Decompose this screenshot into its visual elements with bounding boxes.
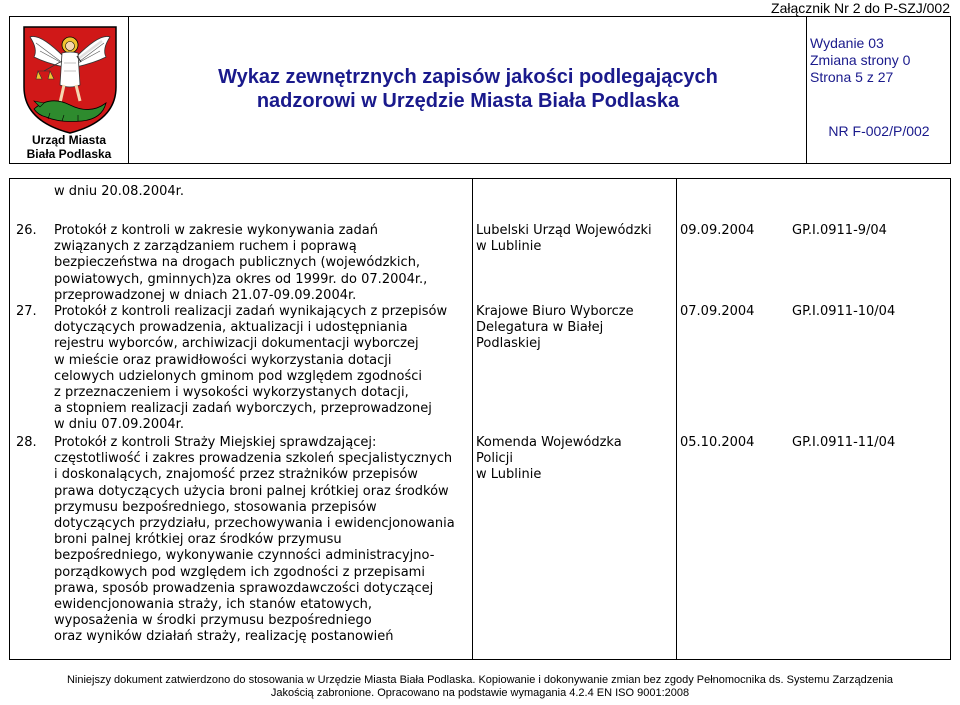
table-cell-date: 09.09.2004: [680, 223, 755, 238]
table-cell-date: 07.09.2004: [680, 304, 755, 319]
organization-line: Biała Podlaska: [26, 147, 112, 161]
table-cell-number: 28.: [16, 435, 37, 450]
document-number: NR F-002/P/002: [828, 123, 930, 139]
column-divider: [676, 179, 677, 659]
coat-of-arms-icon: [20, 23, 120, 135]
table-cell-date: 05.10.2004: [680, 435, 755, 450]
table-cell-reference: GP.I.0911-9/04: [792, 223, 887, 238]
document-meta: [810, 35, 950, 86]
footer-line: Jakością zabronione. Opracowano na podstawie wymagania 4.2.4 EN ISO 9001:2008: [270, 687, 690, 699]
organization-line: Urząd Miasta: [31, 133, 107, 147]
header-divider: [806, 17, 807, 163]
change-label: Zmiana strony 0: [810, 52, 911, 68]
title-line: Wykaz zewnętrznych zapisów jakości podlegających: [218, 66, 718, 88]
table-cell-authority: Komenda Wojewódzka Policji w Lublinie: [476, 435, 622, 483]
document-header: [9, 16, 951, 164]
table-cell-number: 26.: [16, 223, 37, 238]
table-cell-number: 27.: [16, 304, 37, 319]
table-cell-authority: Lubelski Urząd Wojewódzki w Lublinie: [476, 223, 652, 255]
column-divider: [472, 179, 473, 659]
header-divider: [128, 17, 129, 163]
table-cell-description: w dniu 20.08.2004r.: [54, 184, 184, 199]
document-title: [130, 65, 806, 113]
table-cell-description: Protokół z kontroli realizacji zadań wynikających z przepisów dotyczących prowadzenia, aktualizacji i udostępniania rejestru wyborców, archiwizacji dokumentacji wyborczej w mieście oraz prawidłowości wykorzystania dotacji celowych udzielonych gminom pod względem zgodności z przeznaczeniem i wysokości wykorzystanych dotacji, a stopniem realizacji zadań wyborczych, przeprowadzonej w dniu 07.09.2004r.: [54, 304, 448, 433]
table-cell-reference: GP.I.0911-11/04: [792, 435, 896, 450]
table-cell-reference: GP.I.0911-10/04: [792, 304, 896, 319]
page-label: Strona 5 z 27: [810, 69, 894, 85]
edition-label: Wydanie 03: [810, 35, 884, 51]
title-line: nadzorowi w Urzędzie Miasta Biała Podlaska: [256, 90, 680, 112]
footer-line: Niniejszy dokument zatwierdzono do stosowania w Urzędzie Miasta Biała Podlaska. Kopiowanie i dokonywanie zmian bez zgody Pełnomocnika ds. Systemu Zarządzenia: [66, 674, 894, 686]
attachment-label: Załącznik Nr 2 do P-SZJ/002: [771, 0, 950, 16]
organization-name: [10, 133, 128, 161]
records-table: [9, 178, 951, 660]
table-cell-authority: Krajowe Biuro Wyborcze Delegatura w Białej Podlaskiej: [476, 304, 634, 352]
table-cell-description: Protokół z kontroli Straży Miejskiej sprawdzającej: częstotliwość i zakres prowadzenia szkoleń specjalistycznych i doskonalących, znajomość przez strażników przepisów prawa dotyczących użycia broni palnej krótkiej oraz środków przymusu bezpośredniego, stosowania przepisów dotyczących przydziału, przechowywania i ewidencjonowania broni palnej krótkiej oraz środków przymusu bezpośredniego, wykonywanie czynności administracyjno- porządkowych pod względem ich zgodności z przepisami prawa, sposób prowadzenia sprawozdawczości dotyczącej ewidencjonowania straży, ich stanów etatowych, wyposażenia w środki przymusu bezpośredniego oraz wyników działań straży, realizację postanowień: [54, 435, 455, 645]
table-cell-description: Protokół z kontroli w zakresie wykonywania zadań związanych z zarządzaniem ruchem i poprawą bezpieczeństwa na drogach publicznych (wojewódzkich, powiatowych, gminnych)za okres od 1999r. do 07.2004r., przeprowadzonej w dniach 21.07-09.09.2004r.: [54, 223, 428, 303]
footer-notice: [9, 674, 951, 700]
